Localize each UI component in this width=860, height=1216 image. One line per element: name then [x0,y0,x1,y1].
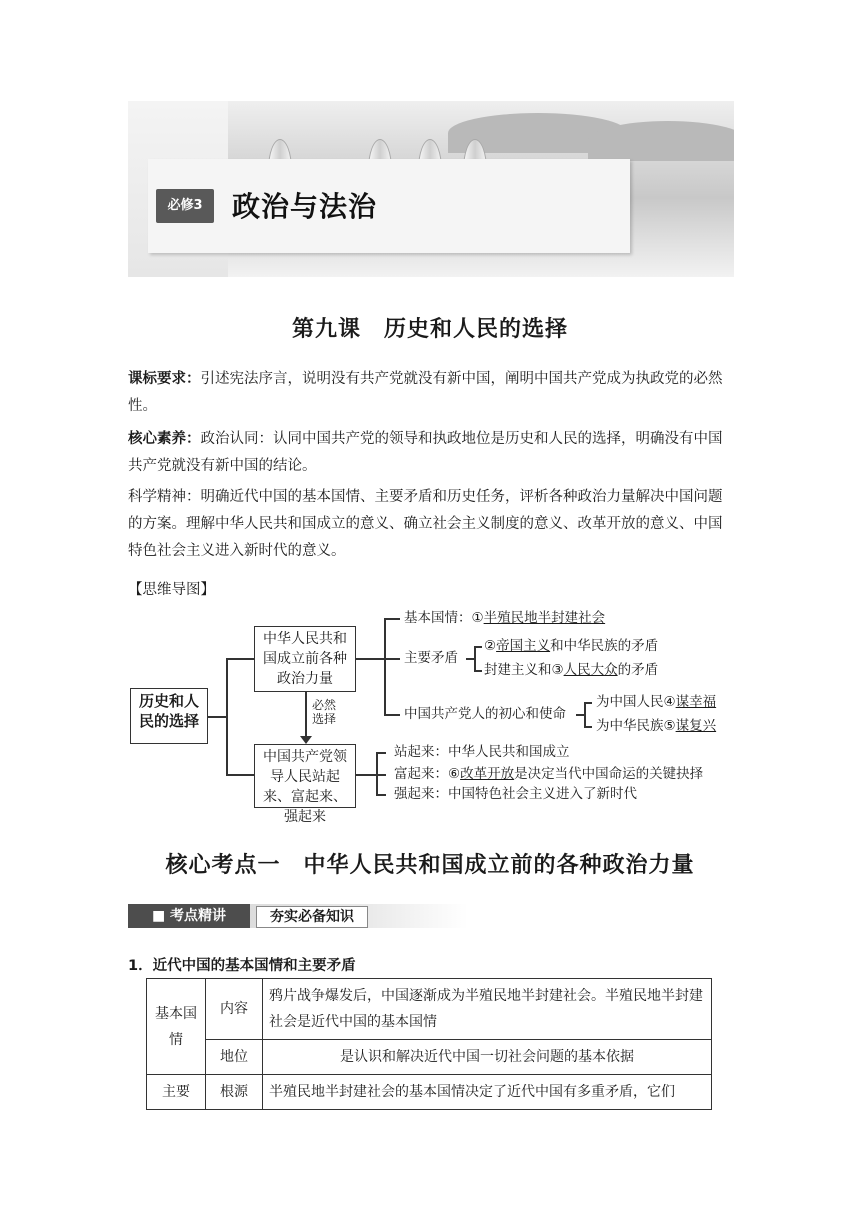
connector [208,716,226,718]
science-paragraph: 科学精神：明确近代中国的基本国情、主要矛盾和历史任务，评析各种政治力量解决中国问题的方案。理解中华人民共和国成立的意义、确立社会主义制度的意义、改革开放的意义、中国特色社会主义进入新时代的意义。 [128,489,723,559]
strip-sublabel: 夯实必备知识 [256,906,368,928]
connector [384,618,400,620]
mind-map [120,600,740,825]
node-before-1949: 中华人民共和国成立前各种政治力量 [254,626,356,692]
connector [376,752,386,754]
connector [376,774,386,776]
key-point-title: 核心考点一 中华人民共和国成立前的各种政治力量 [165,853,695,878]
content-text: 鸦片战争爆发后，中国逐渐成为半殖民地半封建社会。半殖民地半封建社会是近代中国的基本国情 [263,979,712,1040]
connector [384,618,386,714]
status-text: 是认识和解决近代中国一切社会问题的基本依据 [263,1040,712,1075]
strip-label: ■ 考点精讲 [128,904,250,928]
connector [466,658,474,660]
contradiction-label: 主要矛盾 [404,650,458,666]
get-strong: 强起来：中国特色社会主义进入了新时代 [394,786,637,802]
section-title: 1．近代中国的基本国情和主要矛盾 [128,958,356,974]
chapter-banner [128,101,734,277]
connector [226,658,228,774]
connector [356,774,376,776]
mission-2: 为中华民族⑤谋复兴 [596,718,717,734]
node-after-1949: 中国共产党领导人民站起来、富起来、强起来 [254,744,356,808]
contradiction-1: ②帝国主义和中华民族的矛盾 [484,638,659,654]
blank-6: 改革开放 [460,766,515,782]
main-contradiction-head: 主要 [147,1075,206,1110]
literacy-paragraph [128,426,734,480]
mission-label: 中国共产党人的初心和使命 [404,706,566,722]
banner-hill [588,121,734,161]
blank-4: 谋幸福 [675,694,717,710]
blank-3: 人民大众 [563,662,618,678]
standard-label: 课标要求： [128,371,201,387]
status-label: 地位 [206,1040,263,1075]
connector [576,714,584,716]
connector [584,702,592,704]
get-rich: 富起来：⑥改革开放是决定当代中国命运的关键抉择 [394,766,704,782]
mission-1: 为中国人民④谋幸福 [596,694,717,710]
section-strip [128,904,468,928]
standard-text: 引述宪法序言，说明没有共产党就没有新中国，阐明中国共产党成为执政党的必然性。 [128,371,723,414]
connector [376,752,378,794]
literacy-label: 核心素养： [128,431,201,447]
connector [584,702,586,726]
connector [474,646,482,648]
volume-badge: 必修3 [156,189,214,223]
connector [226,658,254,660]
basic-condition: 基本国情：①半殖民地半封建社会 [404,610,606,626]
table-row [147,1040,712,1075]
connector [474,670,482,672]
blank-1: 半殖民地半封建社会 [483,610,606,626]
literacy-text: 政治认同：认同中国共产党的领导和执政地位是历史和人民的选择，明确没有中国共产党就没有新中国的结论。 [128,431,723,474]
root-node: 历史和人民的选择 [130,688,208,744]
lesson-title: 第九课 历史和人民的选择 [291,317,568,342]
stand-up: 站起来：中华人民共和国成立 [394,744,570,760]
arrow-note: 必然选择 [311,698,336,726]
content-label: 内容 [206,979,263,1040]
connector [584,726,592,728]
arrow-shaft [305,692,307,740]
basic-condition-head: 基本国情 [147,979,206,1075]
volume-title: 政治与法治 [232,190,378,223]
root-text: 半殖民地半封建社会的基本国情决定了近代中国有多重矛盾，它们 [263,1075,712,1110]
arrow-down-icon [300,736,312,744]
connector [384,714,400,716]
connector [474,646,476,670]
standard-paragraph [128,366,734,420]
mindmap-label: 【思维导图】 [128,582,215,598]
contradiction-2: 封建主义和③人民大众的矛盾 [484,662,659,678]
connector [356,658,384,660]
table-row [147,1075,712,1110]
connector [376,794,386,796]
blank-2: 帝国主义 [496,638,551,654]
blank-5: 谋复兴 [675,718,717,734]
banner-card [148,159,630,253]
connector [226,774,254,776]
table-row [147,979,712,1040]
root-label: 根源 [206,1075,263,1110]
knowledge-table [146,978,712,1110]
connector [384,658,400,660]
